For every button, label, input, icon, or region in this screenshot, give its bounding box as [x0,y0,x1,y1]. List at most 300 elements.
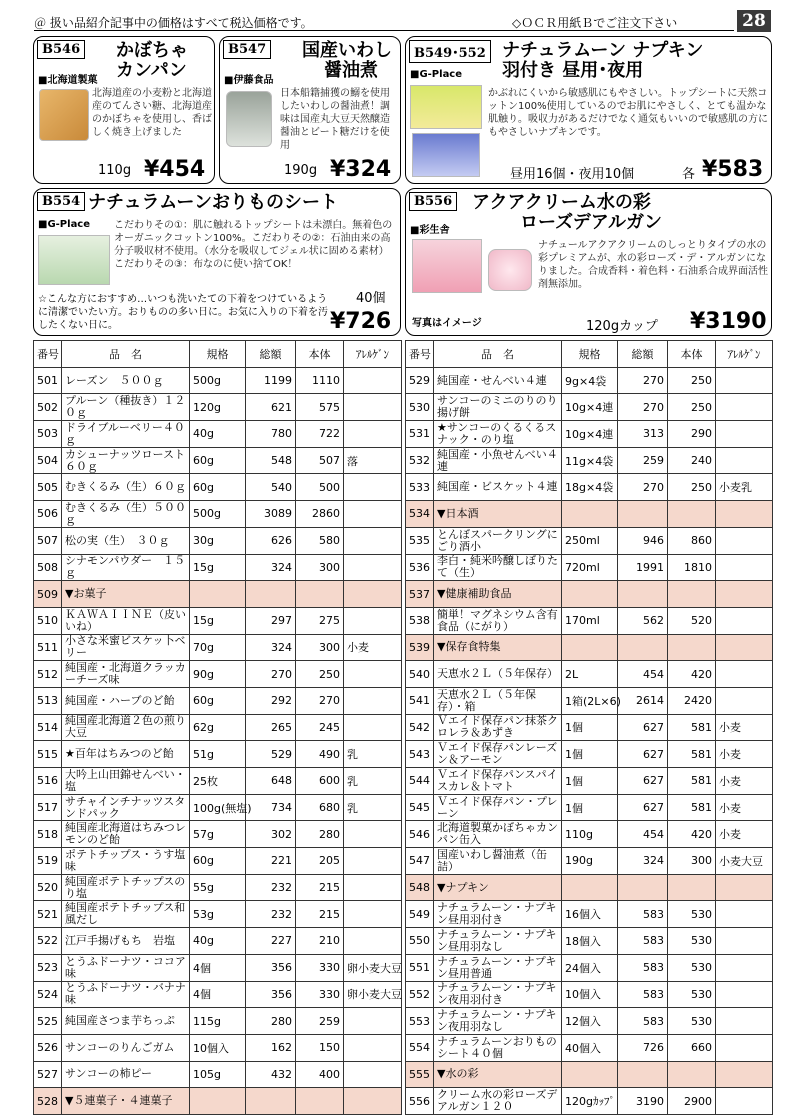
product-price: ¥454 [144,157,206,182]
item-total: 454 [618,821,668,848]
item-total: 648 [246,768,296,795]
item-total [618,501,668,528]
item-allergen [716,607,773,634]
item-allergen [716,394,773,421]
product-title: アクアクリーム水の彩 [472,192,651,213]
item-spec: 53g [190,901,246,928]
item-base: 581 [668,794,716,821]
table-row [34,714,402,741]
table-row [34,394,402,421]
table-row [34,794,402,821]
item-name: 江戸手揚げもち 岩塩 [62,928,190,955]
item-name: Ｖエイド保存パン・プレーン [434,794,562,821]
item-spec: 170ml [562,607,618,634]
table-row [34,581,402,608]
item-allergen [716,928,773,955]
item-spec: 18個入 [562,928,618,955]
item-total: 627 [618,714,668,741]
item-spec: 190g [562,848,618,875]
col-header: ｱﾚﾙｹﾞﾝ [716,341,773,368]
item-spec: 2L [562,661,618,688]
col-header: 総額 [246,341,296,368]
item-spec [562,1061,618,1088]
item-allergen [344,1061,402,1088]
table-row [34,447,402,474]
item-total: 227 [246,928,296,955]
item-name: Ｖエイド保存パンスパイスカレ＆トマト [434,768,562,795]
item-allergen [716,901,773,928]
item-number: 550 [406,928,434,955]
item-base: 530 [668,954,716,981]
product-image [39,89,89,141]
item-spec: 51g [190,741,246,768]
item-allergen [344,821,402,848]
item-base: 2420 [668,687,716,714]
item-total: 324 [246,634,296,661]
item-total: 162 [246,1034,296,1061]
table-row [406,634,773,661]
item-name: 純国産ポテトチップス和風だし [62,901,190,928]
col-header: 規格 [562,341,618,368]
item-total: 232 [246,874,296,901]
item-spec: 250ml [562,527,618,554]
product-description: こだわりその①：肌に触れるトップシートは未漂白。無着色のオーガニックコットン100%。こだわりその②：石油由来の高分子吸収材不使用。（水分を吸収してジェル状に固める素材）こだわりその③：布なのに使い捨てOK！ [114,220,393,270]
item-number: 515 [34,741,62,768]
item-name: 北海道製菓かぼちゃカンパン缶入 [434,821,562,848]
item-name: サンコーのミニのりのり揚げ餅 [434,394,562,421]
product-title: ナチュラムーン ナプキン [502,40,704,61]
item-allergen [344,687,402,714]
product-code: B546 [37,40,85,59]
item-number: 545 [406,794,434,821]
item-base: 330 [296,981,344,1008]
order-notice: ◇ＯＣＲ用紙Ｂでご注文下さい [512,16,678,30]
item-allergen [716,581,773,608]
col-header: 品 名 [62,341,190,368]
item-base: 500 [296,474,344,501]
item-allergen: 乳 [344,794,402,821]
item-number: 507 [34,527,62,554]
table-row [34,367,402,394]
product-image [410,85,482,129]
item-spec: 105g [190,1061,246,1088]
col-header: 本体 [668,341,716,368]
product-spec: 110g [98,163,132,178]
item-number: 549 [406,901,434,928]
item-allergen [344,501,402,528]
item-allergen [344,848,402,875]
item-name: ナチュラムーン・ナプキン昼用普通 [434,954,562,981]
item-base [296,1088,344,1115]
item-name: ▼お菓子 [62,581,190,608]
item-number: 502 [34,394,62,421]
col-header: 番号 [406,341,434,368]
table-row [406,714,773,741]
item-name: ★サンコーのくるくるスナック・のり塩 [434,421,562,448]
item-allergen [344,421,402,448]
table-row [406,554,773,581]
item-total: 1199 [246,367,296,394]
item-total: 1991 [618,554,668,581]
table-row [34,874,402,901]
item-number: 544 [406,768,434,795]
item-spec: 40個入 [562,1034,618,1061]
item-number: 551 [406,954,434,981]
product-description: 日本船籍捕獲の鰯を使用したいわしの醤油煮！調味は国産丸大豆天然醸造醤油とビート糖だけを使用 [280,88,390,151]
item-base: 330 [296,954,344,981]
maker-name: ■伊藤食品 [224,75,274,86]
item-base: 420 [668,661,716,688]
item-number: 548 [406,874,434,901]
item-spec: 40g [190,421,246,448]
item-allergen: 小麦 [716,714,773,741]
item-name: カシューナッツロースト ６０ｇ [62,447,190,474]
item-base: 300 [296,554,344,581]
item-allergen [344,661,402,688]
item-spec: 90g [190,661,246,688]
item-total: 324 [246,554,296,581]
table-row [34,661,402,688]
item-base: 215 [296,901,344,928]
item-allergen: 卵小麦大豆 [344,981,402,1008]
item-base [296,581,344,608]
item-number: 505 [34,474,62,501]
item-total: 265 [246,714,296,741]
item-spec: 4個 [190,954,246,981]
item-allergen [344,527,402,554]
item-total: 259 [618,447,668,474]
product-description: かぶれにくいから敏感肌にもやさしい。トップシートに天然コットン100%使用しているのでお肌にやさしく、とても温かな肌触り。吸収力があるだけでなく通気もいいので敏感肌の方にもやさしいナプキンです。 [488,88,768,138]
item-base: 520 [668,607,716,634]
item-spec: 15g [190,607,246,634]
item-total [618,874,668,901]
table-row [406,821,773,848]
item-base: 210 [296,928,344,955]
item-spec: 30g [190,527,246,554]
item-spec: 18g×4袋 [562,474,618,501]
price-each-label: 各 [682,167,696,182]
price-table-right [405,340,773,1115]
table-row [406,981,773,1008]
item-allergen: 小麦 [716,741,773,768]
table-row [34,954,402,981]
product-image [488,249,532,291]
item-allergen [344,607,402,634]
item-base: 420 [668,821,716,848]
item-total: 946 [618,527,668,554]
item-number: 508 [34,554,62,581]
item-name: 純国産さつま芋ちっぷ [62,1008,190,1035]
table-row [406,607,773,634]
item-name: ナチュラムーンおりものシート４０個 [434,1034,562,1061]
item-number: 535 [406,527,434,554]
item-name: ▼日本酒 [434,501,562,528]
item-spec: 15g [190,554,246,581]
item-number: 552 [406,981,434,1008]
item-allergen [716,554,773,581]
item-name: Ｖエイド保存パンレーズン＆アーモン [434,741,562,768]
item-total: 626 [246,527,296,554]
item-allergen [716,447,773,474]
item-base [668,634,716,661]
item-base [668,1061,716,1088]
item-spec: 100g(無塩) [190,794,246,821]
item-name: 純国産・せんべい４連 [434,367,562,394]
item-spec: 1個 [562,714,618,741]
item-number: 556 [406,1088,434,1115]
item-name: 純国産北海道はちみつレモンのど飴 [62,821,190,848]
col-header: 本体 [296,341,344,368]
table-row [406,1008,773,1035]
table-row [406,447,773,474]
item-total: 270 [618,367,668,394]
table-row [406,768,773,795]
item-base: 1110 [296,367,344,394]
item-number: 528 [34,1088,62,1115]
item-allergen: 落 [344,447,402,474]
item-name: サンコーの柿ピー [62,1061,190,1088]
product-description: 北海道産の小麦粉と北海道産のてんさい糖、北海道産のかぼちゃを使用し、香ばしく焼き上げました [92,88,212,138]
item-spec [562,874,618,901]
item-allergen: 小麦乳 [716,474,773,501]
item-spec: 720ml [562,554,618,581]
product-card-b549-552 [405,36,772,184]
item-spec: 10個入 [562,981,618,1008]
item-base: 722 [296,421,344,448]
item-number: 540 [406,661,434,688]
table-row [34,634,402,661]
item-total: 548 [246,447,296,474]
item-base: 250 [668,474,716,501]
item-allergen [344,874,402,901]
item-name: とうふドーナツ・ココア味 [62,954,190,981]
item-total: 627 [618,741,668,768]
item-total: 297 [246,607,296,634]
table-row [34,981,402,1008]
table-row [34,554,402,581]
item-base: 581 [668,714,716,741]
item-base: 600 [296,768,344,795]
item-number: 526 [34,1034,62,1061]
item-allergen: 乳 [344,768,402,795]
item-name: 純国産北海道２色の煎り大豆 [62,714,190,741]
item-total: 432 [246,1061,296,1088]
item-base: 215 [296,874,344,901]
item-name: ★百年はちみつのど飴 [62,741,190,768]
product-code: B549･552 [409,40,491,63]
item-spec: 40g [190,928,246,955]
item-number: 517 [34,794,62,821]
item-number: 547 [406,848,434,875]
product-title: 国産いわし [302,40,392,61]
item-number: 530 [406,394,434,421]
item-total: 313 [618,421,668,448]
item-total: 2614 [618,687,668,714]
table-row [406,741,773,768]
table-row [406,687,773,714]
item-total: 221 [246,848,296,875]
item-base: 400 [296,1061,344,1088]
item-number: 501 [34,367,62,394]
item-name: ポテトチップス・うす塩味 [62,848,190,875]
item-total: 583 [618,1008,668,1035]
item-total: 270 [618,394,668,421]
item-name: ナチュラムーン・ナプキン夜用羽なし [434,1008,562,1035]
col-header: 番号 [34,341,62,368]
item-total: 356 [246,954,296,981]
item-number: 546 [406,821,434,848]
col-header: ｱﾚﾙｹﾞﾝ [344,341,402,368]
product-description: ナチュールアクアクリームのしっとりタイプの水の彩プレミアムが、水の彩ローズ・デ・アルガンになりました。合成香料・着色料・石油系合成界面活性剤無添加。 [538,240,768,290]
item-number: 534 [406,501,434,528]
product-title: かぼちゃ [116,40,188,61]
item-base: 300 [296,634,344,661]
table-row [406,421,773,448]
item-name: サンコーのりんごガム [62,1034,190,1061]
item-allergen [344,1034,402,1061]
item-spec: 60g [190,447,246,474]
item-name: プルーン（種抜き）１２０ｇ [62,394,190,421]
item-number: 518 [34,821,62,848]
item-allergen [344,474,402,501]
product-price: ¥324 [330,157,392,182]
item-number: 519 [34,848,62,875]
item-number: 523 [34,954,62,981]
item-allergen: 小麦 [344,634,402,661]
item-name: 簡単！マグネシウム含有食品（にがり） [434,607,562,634]
price-table-left [33,340,402,1115]
item-spec: 12個入 [562,1008,618,1035]
item-base: 490 [296,741,344,768]
item-allergen [716,981,773,1008]
item-total: 627 [618,794,668,821]
item-number: 524 [34,981,62,1008]
product-card-b547 [219,36,401,184]
item-total: 529 [246,741,296,768]
item-number: 512 [34,661,62,688]
item-base: 581 [668,768,716,795]
product-image [412,133,480,177]
item-spec: 1個 [562,741,618,768]
product-spec: 40個 [356,291,386,306]
item-allergen [344,367,402,394]
item-name: ▼保存食特集 [434,634,562,661]
item-number: 532 [406,447,434,474]
item-base: 2900 [668,1088,716,1115]
maker-name: ■G-Place [38,219,91,230]
item-total: 356 [246,981,296,1008]
item-total: 540 [246,474,296,501]
item-number: 506 [34,501,62,528]
col-header: 規格 [190,341,246,368]
item-base: 580 [296,527,344,554]
item-total [618,634,668,661]
table-row [34,928,402,955]
item-allergen [716,954,773,981]
item-base: 530 [668,1008,716,1035]
item-spec: 9g×4袋 [562,367,618,394]
item-allergen [344,581,402,608]
item-spec: 10g×4連 [562,421,618,448]
item-name: ドライブルーベリー４０ｇ [62,421,190,448]
item-name: ▼５連菓子・４連菓子 [62,1088,190,1115]
product-title: ローズデアルガン [520,212,663,233]
table-row [406,367,773,394]
item-base: 240 [668,447,716,474]
item-total [246,1088,296,1115]
item-number: 539 [406,634,434,661]
item-allergen: 卵小麦大豆 [344,954,402,981]
page-header [0,0,801,34]
product-title: ナチュラムーンおりものシート [88,192,339,213]
item-allergen [344,554,402,581]
item-total: 621 [246,394,296,421]
product-spec: 190g [284,163,318,178]
item-total: 270 [246,661,296,688]
table-row [406,928,773,955]
item-base: 530 [668,981,716,1008]
product-title: 醤油煮 [324,60,378,81]
item-allergen [716,367,773,394]
item-allergen: 小麦大豆 [716,848,773,875]
item-spec [190,1088,246,1115]
item-allergen [344,928,402,955]
table-row [34,687,402,714]
item-allergen [716,527,773,554]
item-total: 454 [618,661,668,688]
item-name: 国産いわし醤油煮（缶詰） [434,848,562,875]
item-total: 583 [618,901,668,928]
item-base: 150 [296,1034,344,1061]
item-base [668,581,716,608]
item-name: Ｖエイド保存パン抹茶クロレラ＆あずき [434,714,562,741]
item-name: サチャインチナッツスタンドパック [62,794,190,821]
table-row [34,527,402,554]
item-name: 純国産・小魚せんべい４連 [434,447,562,474]
item-number: 510 [34,607,62,634]
item-spec: 70g [190,634,246,661]
table-row [406,1088,773,1115]
item-base: 250 [296,661,344,688]
item-total: 562 [618,607,668,634]
item-name: ナチュラムーン・ナプキン夜用羽付き [434,981,562,1008]
photo-note: 写真はイメージ [412,318,482,329]
col-header: 品 名 [434,341,562,368]
item-number: 553 [406,1008,434,1035]
recommendation-text: ☆こんな方におすすめ…いつも洗いたての下着をつけているように清潔でいたい方。おりものの多い日に。お気に入りの下着を汚したくない日に。 [38,294,328,331]
item-spec: 500g [190,501,246,528]
item-name: とうふドーナツ・バナナ味 [62,981,190,1008]
item-name: レーズン ５００ｇ [62,367,190,394]
item-name: シナモンパウダー １５ｇ [62,554,190,581]
item-total [618,581,668,608]
product-spec: 昼用16個・夜用10個 [510,167,635,182]
item-spec: 24個入 [562,954,618,981]
product-price: ¥3190 [690,309,767,334]
page-number: 28 [737,10,771,32]
item-number: 554 [406,1034,434,1061]
item-base: 507 [296,447,344,474]
item-number: 504 [34,447,62,474]
item-allergen [344,1088,402,1115]
item-spec: 500g [190,367,246,394]
item-base: 300 [668,848,716,875]
item-base: 575 [296,394,344,421]
item-allergen: 小麦 [716,794,773,821]
item-spec: 60g [190,687,246,714]
item-spec [190,581,246,608]
item-name: ▼ナプキン [434,874,562,901]
